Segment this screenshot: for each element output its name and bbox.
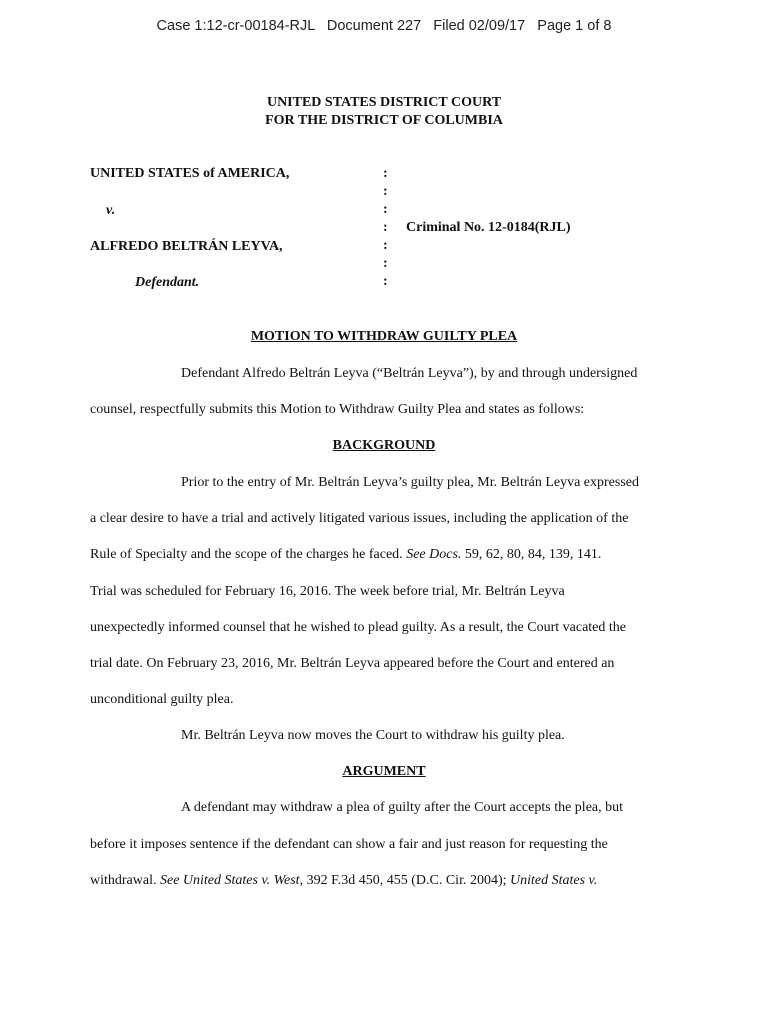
text-span: withdrawal. [90,873,160,888]
text-span: , 392 F.3d 450, 455 (D.C. Cir. 2004); [299,873,511,888]
caption-colon: : [383,274,388,289]
text-line: a clear desire to have a trial and actively litigated various issues, including the application of the [90,511,629,526]
motion-title: MOTION TO WITHDRAW GUILTY PLEA [250,329,518,344]
case-citation: United States v. [510,873,598,888]
plaintiff-name: UNITED STATES of AMERICA, [90,166,290,181]
caption-colon: : [383,220,388,235]
text-line: unexpectedly informed counsel that he wished to plead guilty. As a result, the Court vacated the [90,620,626,635]
defendant-name: ALFREDO BELTRÁN LEYVA, [90,239,283,254]
filed-date: Filed 02/09/17 [433,18,526,34]
case-citation: See United States v. West [159,873,300,888]
caption-colon: : [383,202,388,217]
background-heading: BACKGROUND [332,438,436,453]
argument-heading: ARGUMENT [342,764,426,779]
caption-colon: : [383,238,388,253]
text-line: before it imposes sentence if the defendant can show a fair and just reason for requesting the [90,837,608,852]
text-line: Mr. Beltrán Leyva now moves the Court to withdraw his guilty plea. [181,728,565,743]
criminal-number: Criminal No. 12-0184(RJL) [406,220,571,235]
text-line [90,547,601,563]
text-line [90,873,597,889]
defendant-label: Defendant. [135,275,200,290]
text-line: counsel, respectfully submits this Motion to Withdraw Guilty Plea and states as follows: [90,402,585,417]
text-line: trial date. On February 23, 2016, Mr. Beltrán Leyva appeared before the Court and entered an [90,656,615,671]
text-line: Prior to the entry of Mr. Beltrán Leyva’s guilty plea, Mr. Beltrán Leyva expressed [181,475,639,490]
court-line-1: UNITED STATES DISTRICT COURT [266,95,502,110]
text-span: 59, 62, 80, 84, 139, 141. [461,547,602,562]
document-number: Document 227 [326,18,422,34]
citation-signal: See Docs. [406,547,462,562]
caption-colon: : [383,166,388,181]
caption-colon: : [383,256,388,271]
court-line-2: FOR THE DISTRICT OF COLUMBIA [265,113,503,128]
text-line: unconditional guilty plea. [90,692,234,707]
court-name [0,94,768,130]
text-line: A defendant may withdraw a plea of guilty after the Court accepts the plea, but [181,800,624,815]
case-header [0,18,768,34]
versus-label: v. [106,203,116,218]
text-line: Defendant Alfredo Beltrán Leyva (“Beltrán Leyva”), by and through undersigned [181,366,638,381]
page-indicator: Page 1 of 8 [537,18,612,34]
text-span: Rule of Specialty and the scope of the charges he faced. [90,547,407,562]
case-number: Case 1:12-cr-00184-RJL [156,18,315,34]
text-line: Trial was scheduled for February 16, 2016. The week before trial, Mr. Beltrán Leyva [90,584,565,599]
case-caption [90,166,690,296]
caption-colon: : [383,184,388,199]
